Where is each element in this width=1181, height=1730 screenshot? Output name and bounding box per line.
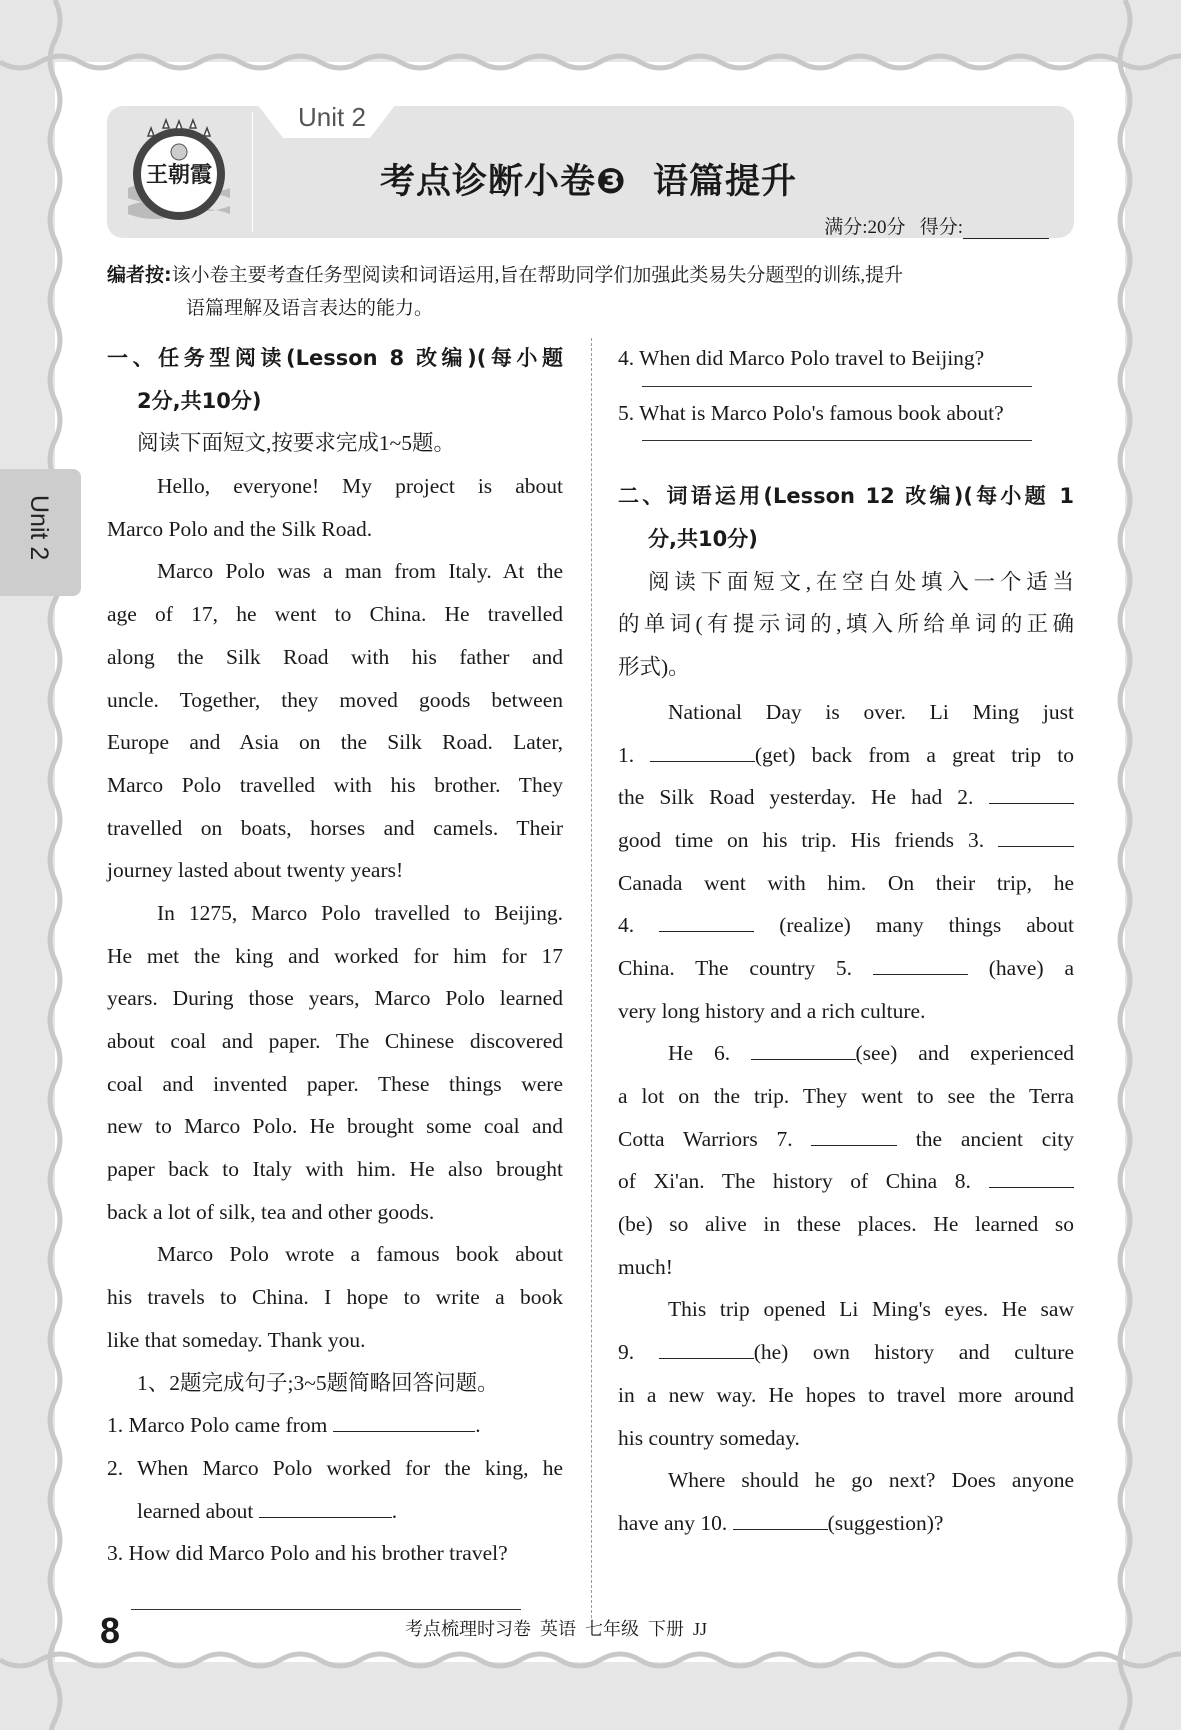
question-1: 1. Marco Polo came from . [107,1413,481,1438]
passage-line: along the Silk Road with his father and [107,644,563,669]
passage-line: the Silk Road yesterday. He had 2. [618,776,1074,819]
instruction: 阅读下面短文,在空白处填入一个适当 [648,569,1074,594]
passage-line: Cotta Warriors 7. the ancient city [618,1126,1074,1151]
passage-line: new to Marco Polo. He brought some coal and [107,1114,563,1139]
passage-line: travelled on boats, horses and camels. Their [107,815,563,840]
passage-line: Where should he go next? Does anyone [668,1468,1074,1493]
passage-line: in a new way. He hopes to travel more around [618,1382,1074,1407]
answer-blank[interactable] [989,1168,1075,1188]
passage-line: Marco Polo travelled with his brother. They [107,772,563,797]
spacer [618,454,1074,475]
passage-line: of Xi'an. The history of China 8. [618,1160,1074,1203]
question-2-cont: learned about . [137,1498,398,1523]
passage-line: paper back to Italy with him. He also brought [107,1157,563,1182]
question-3: 3. How did Marco Polo and his brother travel? [107,1541,508,1566]
passage-line: Canada went with him. On their trip, he [618,870,1074,895]
passage-line: his country someday. [618,1425,800,1450]
score-blank[interactable] [963,221,1049,239]
answer-blank[interactable] [989,784,1075,804]
answer-blank[interactable] [650,742,755,762]
instruction: 的单词(有提示词的,填入所给单词的正确 [618,612,1074,637]
passage-line: years. During those years, Marco Polo learned [107,986,563,1011]
passage-line: He met the king and worked for him for 17 [107,943,563,968]
instruction: 阅读下面短文,按要求完成1~5题。 [137,431,456,456]
question-5: 5. What is Marco Polo's famous book about? [618,400,1004,425]
footer-text: 考点梳理时习卷 英语 七年级 下册 JJ [405,1619,708,1639]
question-2: 2. When Marco Polo worked for the king, he [107,1455,563,1480]
answer-line[interactable] [642,386,1032,387]
editor-note-text: 该小卷主要考查任务型阅读和词语运用,旨在帮助同学们加强此类易失分题型的训练,提升 [171,265,904,286]
passage-line: uncle. Together, they moved goods between [107,687,563,712]
passage-line: Marco Polo wrote a famous book about [157,1242,563,1267]
passage-line: (be) so alive in these places. He learned so [618,1212,1074,1237]
passage-line: back a lot of silk, tea and other goods. [107,1199,435,1224]
answer-line[interactable] [642,440,1032,441]
passage-line: coal and invented paper. These things were [107,1071,563,1096]
passage-line: 4. (realize) many things about [618,913,1075,938]
section-heading: 二、词语运用(Lesson 12 改编)(每小题 1 [618,484,1074,509]
spacer [618,434,1074,454]
section-heading: 分,共10分) [648,527,758,552]
passage-line: have any 10. (suggestion)? [618,1510,944,1535]
passage-line: China. The country 5. (have) a [618,955,1074,980]
passage-line: like that someday. Thank you. [107,1327,366,1352]
passage-line: a lot on the trip. They went to see the Terra [618,1084,1074,1108]
section-heading: 2分,共10分) [137,388,262,413]
instruction: 1、2题完成句子;3~5题简略回答问题。 [137,1370,499,1395]
full-score: 满分:20分 [824,217,906,238]
passage-line: Marco Polo and the Silk Road. [107,516,373,541]
score-label: 得分: [919,217,963,238]
answer-blank[interactable] [751,1040,856,1060]
section-heading: 一、任务型阅读(Lesson 8 改编)(每小题 [107,346,563,370]
passage-line: good time on his trip. His friends 3. [618,819,1074,862]
column-divider [591,338,592,1618]
left-column [107,337,563,1623]
passage-line: National Day is over. Li Ming just [668,699,1074,724]
passage-line: Marco Polo was a man from Italy. At the [157,559,563,584]
passage-line: his travels to China. I hope to write a book [107,1285,563,1310]
passage-line: journey lasted about twenty years! [107,858,404,883]
right-column [618,337,1074,1545]
publisher-logo [128,118,230,230]
instruction: 形式)。 [618,655,690,680]
unit-label: Unit 2 [298,102,366,132]
answer-blank[interactable] [998,827,1074,847]
logo-separator [252,112,253,232]
editor-note-text-2: 语篇理解及语言表达的能力。 [186,298,434,319]
passage-line: very long history and a rich culture. [618,998,926,1023]
answer-blank[interactable] [811,1126,897,1146]
page-title: 考点诊断小卷❸ 语篇提升 [380,162,798,202]
answer-blank[interactable] [659,912,754,932]
answer-line[interactable] [131,1609,521,1610]
passage-line: Hello, everyone! My project is about [157,474,563,499]
answer-blank[interactable] [733,1510,828,1530]
side-unit-label: Unit 2 [25,495,53,561]
passage-line: about coal and paper. The Chinese discovered [107,1029,563,1053]
passage-line: 1. (get) back from a great trip to [618,742,1074,767]
score-line [824,212,1049,239]
passage-line: 9. (he) own history and culture [618,1340,1074,1365]
passage-line: This trip opened Li Ming's eyes. He saw [668,1297,1074,1322]
question-4: 4. When did Marco Polo travel to Beijing? [618,346,985,370]
passage-line: much! [618,1254,673,1279]
answer-blank[interactable] [333,1412,476,1432]
answer-blank[interactable] [659,1339,754,1359]
svg-text:王朝霞: 王朝霞 [145,162,213,188]
editor-note-label: 编者按: [107,264,172,286]
page-number: 8 [100,1610,121,1651]
passage-line: In 1275, Marco Polo travelled to Beijing. [157,900,563,925]
passage-line: age of 17, he went to China. He travelled [107,602,563,627]
answer-blank[interactable] [259,1498,392,1518]
passage-line: Europe and Asia on the Silk Road. Later, [107,730,563,755]
passage-line: He 6. (see) and experienced [668,1041,1074,1066]
answer-blank[interactable] [873,955,968,975]
editor-note [107,259,1074,325]
side-unit-tab [0,469,81,596]
